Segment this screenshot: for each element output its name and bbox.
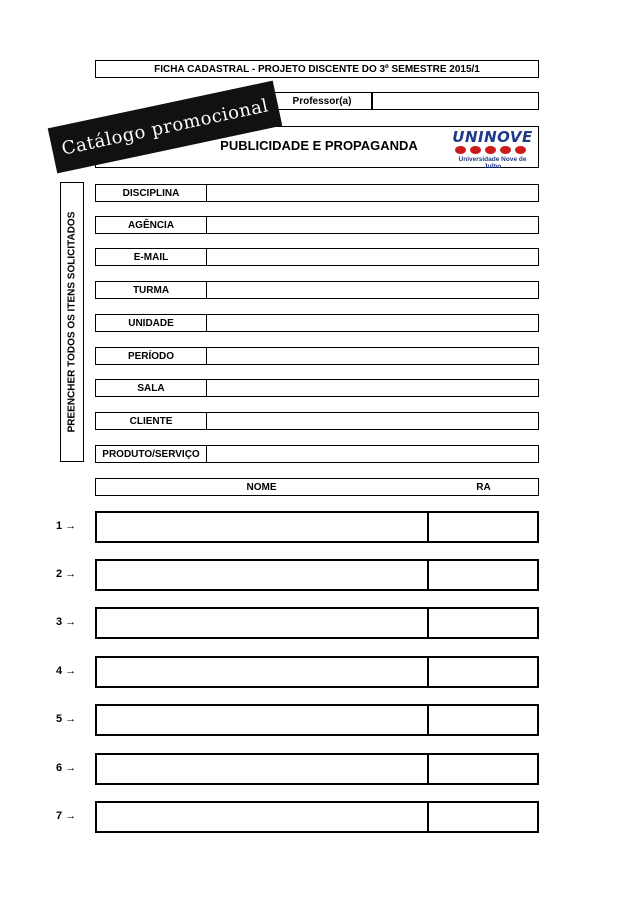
student-ra-input[interactable] bbox=[427, 656, 539, 688]
student-ra-input[interactable] bbox=[427, 801, 539, 833]
professor-label: Professor(a) bbox=[272, 92, 372, 110]
student-ra-input[interactable] bbox=[427, 704, 539, 736]
logo-subtitle: Universidade Nove de Julho bbox=[458, 156, 527, 170]
professor-field[interactable] bbox=[372, 92, 539, 110]
student-name-input[interactable] bbox=[95, 801, 429, 833]
row-number: 3 → bbox=[56, 616, 77, 628]
student-name-input[interactable] bbox=[95, 753, 429, 785]
row-number: 6 → bbox=[56, 762, 77, 774]
student-ra-input[interactable] bbox=[427, 607, 539, 639]
row-number: 1 → bbox=[56, 520, 77, 532]
field-input[interactable] bbox=[207, 347, 539, 365]
uninove-logo bbox=[449, 128, 536, 170]
student-ra-input[interactable] bbox=[427, 753, 539, 785]
student-name-input[interactable] bbox=[95, 656, 429, 688]
promo-stamp-text: Catálogo promocional bbox=[59, 94, 271, 160]
row-number: 4 → bbox=[56, 665, 77, 677]
logo-dots bbox=[455, 146, 535, 154]
course-title: PUBLICIDADE E PROPAGANDA bbox=[220, 138, 418, 153]
student-name-input[interactable] bbox=[95, 559, 429, 591]
field-input[interactable] bbox=[207, 379, 539, 397]
field-label: DISCIPLINA bbox=[95, 184, 207, 202]
ra-header: RA bbox=[476, 481, 491, 493]
field-label: E-MAIL bbox=[95, 248, 207, 266]
field-input[interactable] bbox=[207, 248, 539, 266]
field-input[interactable] bbox=[207, 314, 539, 332]
field-input[interactable] bbox=[207, 445, 539, 463]
student-name-input[interactable] bbox=[95, 511, 429, 543]
row-number: 7 → bbox=[56, 810, 77, 822]
student-ra-input[interactable] bbox=[427, 511, 539, 543]
field-input[interactable] bbox=[207, 412, 539, 430]
field-label: AGÊNCIA bbox=[95, 216, 207, 234]
form-title: FICHA CADASTRAL - PROJETO DISCENTE DO 3º SEMESTRE 2015/1 bbox=[154, 63, 480, 75]
row-number: 5 → bbox=[56, 713, 77, 725]
side-instruction-text: PREENCHER TODOS OS ITENS SOLICITADOS bbox=[66, 211, 78, 433]
logo-wordmark: UNINOVE bbox=[452, 128, 533, 146]
name-header: NOME bbox=[246, 481, 277, 493]
student-ra-input[interactable] bbox=[427, 559, 539, 591]
field-label: PRODUTO/SERVIÇO bbox=[95, 445, 207, 463]
form-title-bar bbox=[95, 60, 539, 78]
field-input[interactable] bbox=[207, 281, 539, 299]
student-name-input[interactable] bbox=[95, 607, 429, 639]
field-label: CLIENTE bbox=[95, 412, 207, 430]
field-label: PERÍODO bbox=[95, 347, 207, 365]
student-name-input[interactable] bbox=[95, 704, 429, 736]
side-instruction bbox=[60, 182, 84, 462]
field-input[interactable] bbox=[207, 184, 539, 202]
field-input[interactable] bbox=[207, 216, 539, 234]
row-number: 2 → bbox=[56, 568, 77, 580]
field-label: SALA bbox=[95, 379, 207, 397]
field-label: TURMA bbox=[95, 281, 207, 299]
field-label: UNIDADE bbox=[95, 314, 207, 332]
